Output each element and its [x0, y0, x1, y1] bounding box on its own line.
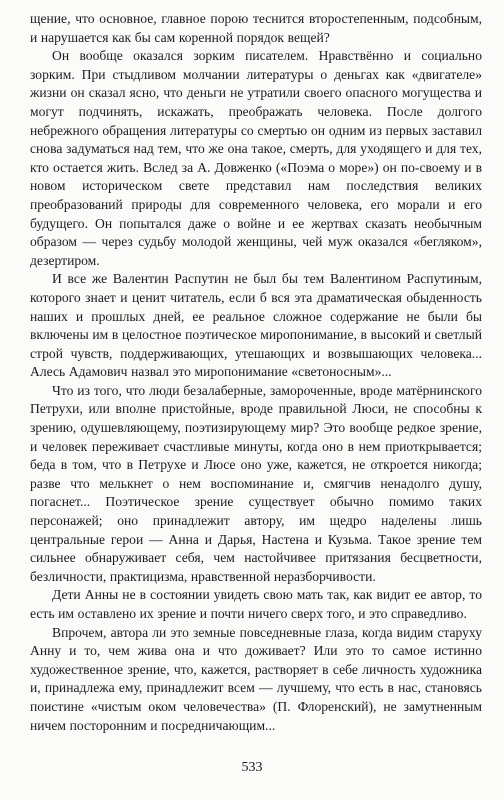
page-number: 533 [241, 760, 263, 775]
body-text [30, 10, 482, 735]
paragraph-2: Он вообще оказался зорким писателем. Нравствённо и социально зорким. При стыдливом молчании литературы о деньгах как «двигателе» жизни он сказал ясно, что деньги не утратили своего опасного могущества и могут подчинять, искажать, преображать человека. После долгого небрежного обращения литературы со смертью он одним из первых заставил снова задуматься над тем, что же она такое, смерть, для уходящего и для тех, кто остается жить. Вслед за А. Довженко («Поэма о море») он по-своему и в новом историческом свете представил нам последствия великих преобразований природы для современного человека, его морали и его будущего. Он попытался даже о войне и ее жертвах сказать необычным образом — через судьбу молодой женщины, чей муж оказался «бегляком», дезертиром. [30, 48, 482, 268]
paragraph-4: Что из того, что люди безалаберные, замороченные, вроде матёрнинского Петрухи, или вполне пристойные, вроде правильной Люси, не способны к зрению, одушевляющему, поэтизирующему мир? Это вообще редкое зрение, и человек переживает счастливые минуты, когда оно в нем приоткрывается; беда в том, что в Петрухе и Люсе оно уже, кажется, не откроется никогда; разве что мелькнет о нем воспоминание и, смягчив ненадолго душу, погаснет... Поэтическое зрение существует обычно помимо таких персонажей; оно принадлежит автору, им щедро наделены лишь центральные герои — Анна и Дарья, Настена и Кузьма. Такое зрение тем сильнее обнаруживает себя, чем настойчивее притязания бесцветности, безличности, практицизма, нравственной неразборчивости. [30, 382, 482, 584]
paragraph-6: Впрочем, автора ли это земные повседневные глаза, когда видим старуху Анну и то, чем жива она и что доживает? Или это то самое истинно художественное зрение, что, кажется, растворяет в себе личность художника и, принадлежа ему, принадлежит всем — лучшему, что есть в нас, становясь поистине «чистым оком человечества» (П. Флоренский), не замутненным ничем посторонним и посредничающим... [30, 624, 482, 733]
paragraph-3: И все же Валентин Распутин не был бы тем Валентином Распутиным, которого знает и ценит читатель, если б вся эта драматическая обыденность наших и прошлых дней, ее реальное сложное содержание не были бы включены им в целостное поэтическое миропонимание, в высокий и светлый строй чувств, поддерживающих, утешающих и возвышающих человека... Алесь Адамович назвал это миропонимание «светоносным»... [30, 271, 482, 380]
paragraph-5: Дети Анны не в состоянии увидеть свою мать так, как видит ее автор, то есть им оставлено их зрение и почти ничего сверх того, и это справедливо. [30, 587, 482, 621]
paragraph-1: щение, что основное, главное порою теснится второстепенным, подсобным, и нарушается как бы сам коренной порядок вещей? [30, 11, 482, 45]
